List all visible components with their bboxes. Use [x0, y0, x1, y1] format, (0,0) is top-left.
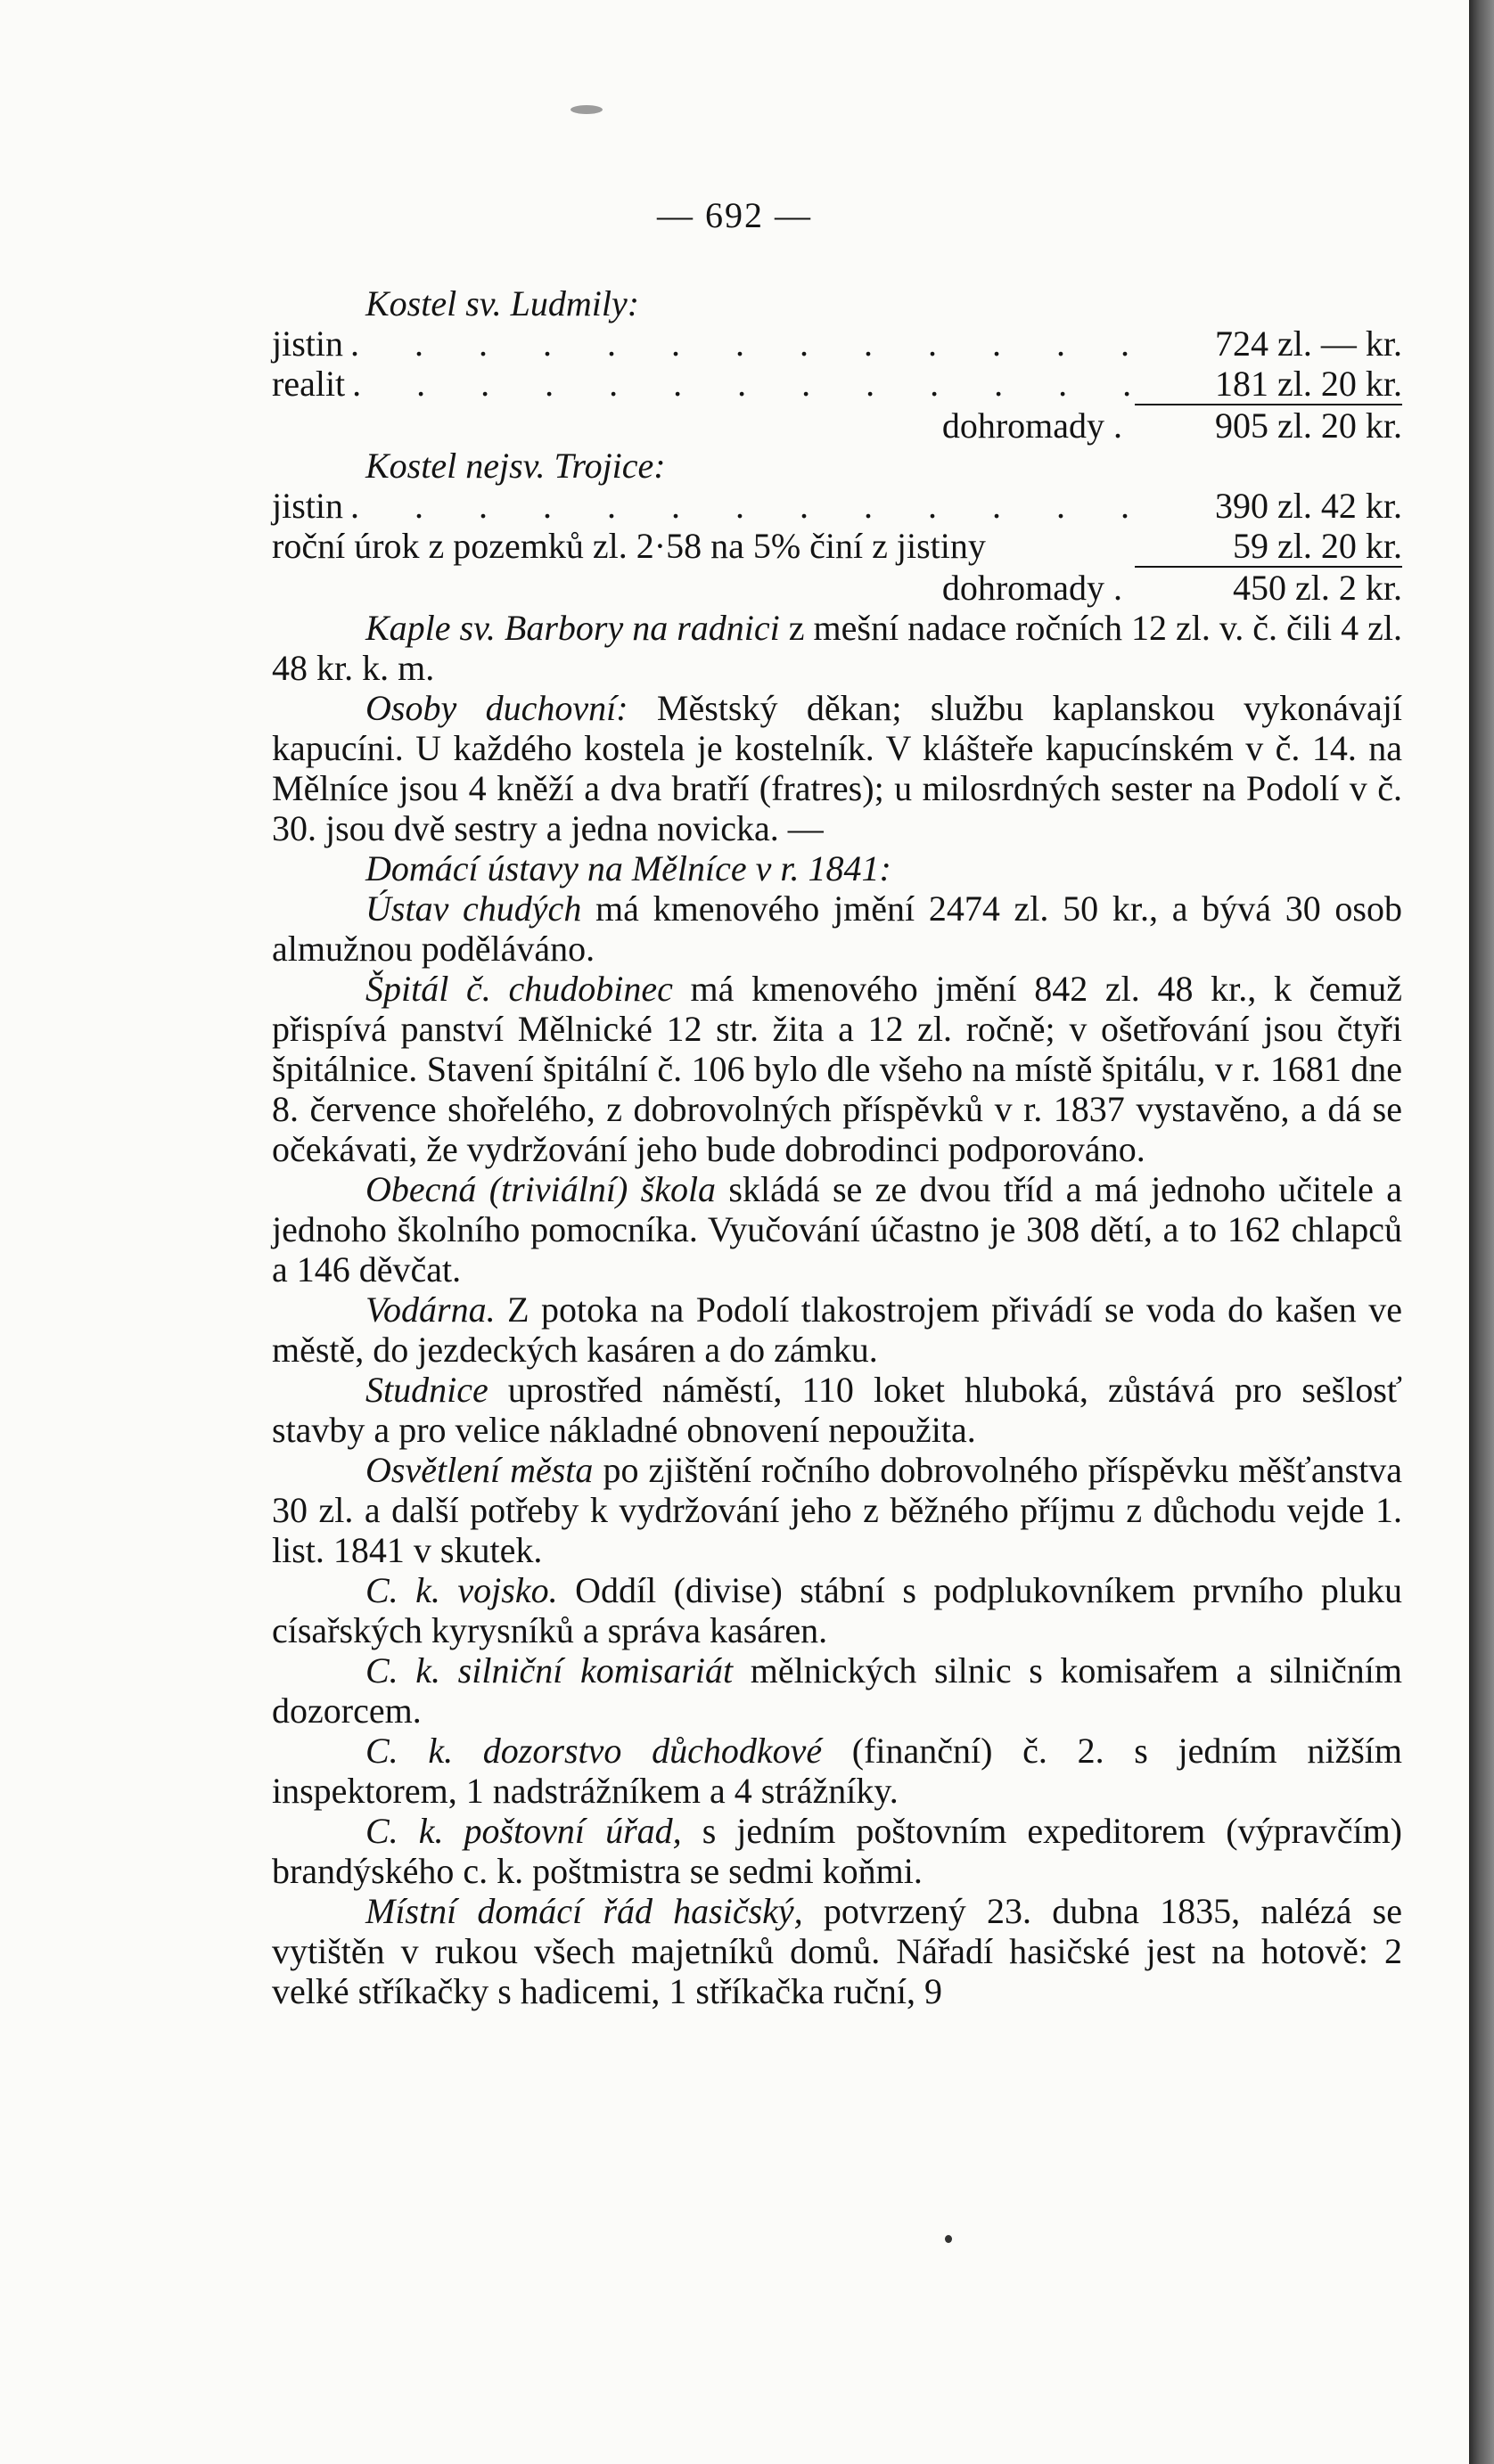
leader-dots — [345, 364, 1135, 404]
paragraph-lead: Osoby duchovní: — [365, 688, 628, 728]
account-amount: 724 zl. — kr. — [1215, 323, 1402, 364]
section-heading-kostel-trojice: Kostel nejsv. Trojice: — [365, 446, 666, 486]
paragraph-silnicni-komisariat — [272, 1650, 1402, 1731]
paragraph-osvetleni — [272, 1450, 1402, 1570]
paragraph-text: (finanční) č. 2. s jedním nižším inspektorem, 1 nadstrážníkem a 4 strážníky. — [272, 1731, 1402, 1811]
account-label: jistin — [272, 323, 344, 364]
paragraph-text: má kmenového jmění 2474 zl. 50 kr., a bývá 30 osob almužnou poděláváno. — [272, 888, 1402, 969]
paragraph-text: mělnických silnic s komisařem a silničním dozorcem. — [272, 1650, 1403, 1731]
account-row — [272, 364, 1402, 405]
paragraph-text: Městský děkan; službu kaplanskou vykonávají kapucíni. U každého kostela je kostelník. V klášteře kapucínském v č. 14. na Mělníce jsou 4 kněží a dva bratří (fratres); u milosrdných sester na Podolí v č. 30. jsou dvě sestry a jedna novicka. — — [272, 688, 1402, 848]
account-amount: 390 zl. 42 kr. — [1215, 486, 1402, 526]
paragraph-lead: Osvětlení města — [365, 1450, 594, 1490]
paragraph-spital — [272, 969, 1402, 1169]
paragraph-text: Oddíl (divise) stábní s podplukovníkem prvního pluku císařských kyrysníků a správa kasáren. — [272, 1570, 1403, 1650]
paragraph-text: má kmenového jmění 842 zl. 48 kr., k čemuž přispívá panství Mělnické 12 str. žita a 12 zl. ročně; v ošetřování jsou čtyři špitálnice. Stavení špitální č. 106 bylo dle všeho na místě špitálu, v r. 1681 dne 8. července shořelého, z dobrovolných příspěvků v r. 1837 vystavěno, a dá se očekávati, že vydržování jeho bude dobrodinci podporováno. — [272, 969, 1403, 1169]
paragraph-lead: Obecná (triviální) škola — [365, 1169, 717, 1209]
paragraph-lead: Studnice — [365, 1370, 488, 1410]
paragraph-lead: Kaple sv. Barbory na radnici — [365, 608, 780, 648]
account-label: roční úrok z pozemků zl. 2·58 na 5% činí z jistiny — [272, 526, 986, 566]
account-total-row — [272, 405, 1402, 446]
paragraph-text: s jedním poštovním expeditorem (výpravčím) brandýského c. k. poštmistra se sedmi koňmi. — [272, 1811, 1403, 1891]
paragraph-kaple — [272, 608, 1402, 688]
paragraph-lead: C. k. silniční komisariát — [365, 1650, 734, 1690]
paragraph-text: uprostřed náměstí, 110 loket hluboká, zůstává pro sešlosť stavby a pro velice nákladné obnovení nepoužita. — [272, 1370, 1402, 1450]
paragraph-text: Z potoka na Podolí tlakostrojem přivádí se voda do kašen ve městě, do jezdeckých kasáren a do zámku. — [272, 1289, 1402, 1370]
paragraph-text: z mešní nadace ročních 12 zl. v. č. čili 4 zl. 48 kr. k. m. — [272, 608, 1403, 688]
ink-smudge — [571, 105, 603, 114]
paragraph-osoby-duchovni — [272, 688, 1402, 848]
paragraph-hasicsky-rad — [272, 1891, 1402, 2011]
total-amount: 450 zl. 2 kr. — [1233, 568, 1402, 608]
total-amount: 905 zl. 20 kr. — [1215, 405, 1402, 446]
leader-dots — [343, 486, 1135, 526]
section-heading-domaci-ustavy — [272, 848, 1402, 888]
paragraph-studnice — [272, 1370, 1402, 1450]
paragraph-lead: Místní domácí řád hasičský, — [365, 1891, 803, 1931]
paragraph-vojsko — [272, 1570, 1402, 1650]
account-label: realit — [272, 364, 346, 404]
paragraph-lead: Vodárna. — [365, 1289, 496, 1330]
paragraph-lead: C. k. vojsko. — [365, 1570, 558, 1610]
scan-edge-shadow — [1469, 0, 1494, 2464]
account-label: jistin — [272, 486, 344, 526]
account-row — [272, 323, 1402, 364]
heading-text: Domácí ústavy na Mělníce v r. 1841: — [365, 848, 891, 888]
ink-smudge — [945, 2235, 952, 2243]
account-total-row — [272, 568, 1402, 608]
paragraph-dozorstvo — [272, 1731, 1402, 1811]
total-label: dohromady . — [941, 405, 1122, 446]
paragraph-lead: Špitál č. chudobinec — [365, 969, 673, 1009]
section-heading-kostel-ludmily: Kostel sv. Ludmily: — [365, 283, 640, 323]
paragraph-lead: C. k. dozorstvo důchodkové — [365, 1731, 823, 1771]
paragraph-text: potvrzený 23. dubna 1835, nalézá se vytištěn v rukou všech majetníků domů. Nářadí hasičské jest na hotově: 2 velké stříkačky s hadicemi, 1 stříkačka ruční, 9 — [272, 1891, 1402, 2011]
paragraph-skola — [272, 1169, 1402, 1289]
page-number: — 692 — — [657, 195, 812, 235]
total-label: dohromady . — [941, 568, 1122, 608]
page-body — [272, 283, 1402, 2011]
paragraph-lead: C. k. poštovní úřad, — [365, 1811, 682, 1851]
account-row — [272, 486, 1402, 526]
account-amount: 181 zl. 20 kr. — [1135, 364, 1402, 405]
paragraph-ustav-chudych — [272, 888, 1402, 969]
paragraph-postovni-urad — [272, 1811, 1402, 1891]
paragraph-vodarna — [272, 1289, 1402, 1370]
paragraph-text: po zjištění ročního dobrovolného příspěvku měšťanstva 30 zl. a další potřeby k vydržování jeho z běžného příjmu z důchodu vejde 1. list. 1841 v skutek. — [272, 1450, 1403, 1570]
account-row — [272, 526, 1402, 568]
leader-dots — [343, 323, 1135, 364]
paragraph-lead: Ústav chudých — [365, 888, 582, 929]
paragraph-text: skládá se ze dvou tříd a má jednoho učitele a jednoho školního pomocníka. Vyučování účastno je 308 dětí, a to 162 chlapců a 146 děvčat. — [272, 1169, 1402, 1289]
account-amount: 59 zl. 20 kr. — [1135, 526, 1402, 568]
